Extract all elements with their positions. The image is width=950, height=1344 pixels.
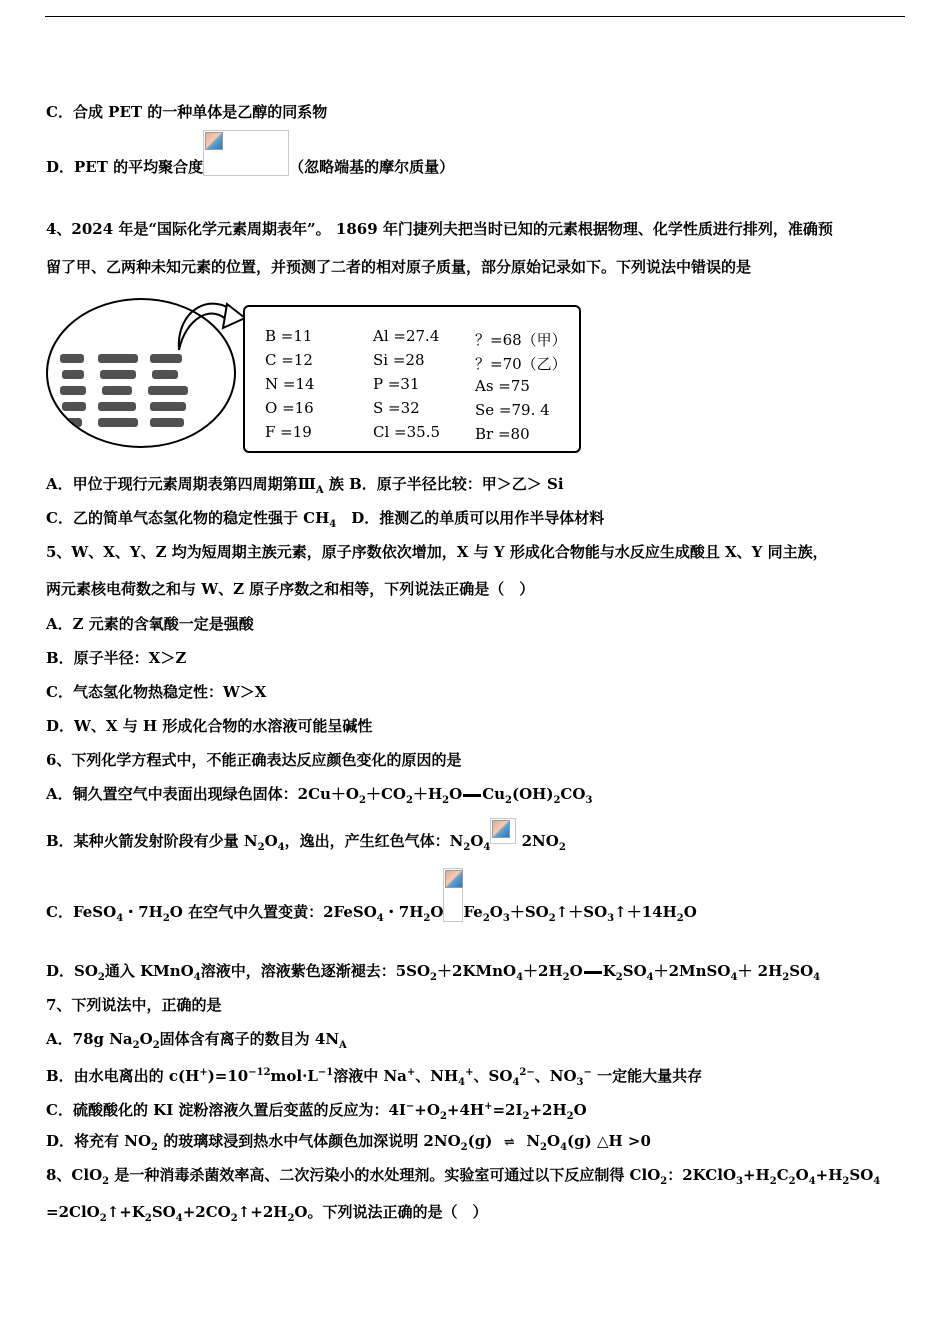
table-cell: S =32 — [373, 399, 420, 417]
q7-option-d: D．将充有 $NO_2$ 的玻璃球浸到热水中气体颜色加深说明 $2NO_2(g)$ ⇌ $N_2O_4(g)$ △H >0 — [46, 1132, 651, 1153]
broken-image-icon — [445, 870, 463, 888]
table-cell: F =19 — [265, 423, 312, 441]
q6-stem: 6、下列化学方程式中，不能正确表达反应颜色变化的原因的是 — [46, 751, 462, 769]
table-cell: Si =28 — [373, 351, 425, 369]
table-cell: Br =80 — [475, 425, 530, 443]
table-cell: B =11 — [265, 327, 313, 345]
reaction-arrow-placeholder — [490, 818, 516, 844]
q3-option-c: C．合成 PET 的一种单体是乙醇的同系物 — [46, 103, 328, 121]
broken-image-icon — [492, 820, 510, 838]
table-cell: P =31 — [373, 375, 420, 393]
q5-option-b: B．原子半径：X＞Z — [46, 649, 187, 667]
q5-option-a: A．Z 元素的含氧酸一定是强酸 — [46, 615, 254, 633]
q6-option-d: D．$SO_2$通入 KMnO$_4$溶液中，溶液紫色逐渐褪去：$5SO_2+2KMnO_4+2H_2O$ $K_2SO_4+2MnSO_4+ 2H_2SO_4$ — [46, 962, 821, 983]
q7-option-b: B．由水电离出的 $c(H^+)=10^{-12}mol\cdot L^{-1}$溶液中 Na+、$NH_4^+$、$SO_4^{2-}$、$NO_3^-$ 一定能大量共存 — [46, 1067, 703, 1088]
q8-stem-line2: $=2ClO_2↑+K_2SO_4+2CO_2↑+2H_2O$。下列说法正确的是（ ） — [46, 1203, 488, 1224]
table-cell: As =75 — [475, 377, 530, 395]
table-cell: O =16 — [265, 399, 314, 417]
q7-option-c: C．硫酸酸化的 KI 淀粉溶液久置后变蓝的反应为：$4I^-+O_2+4H^+=2I_2+2H_2O$ — [46, 1101, 587, 1122]
table-cell: Cl =35.5 — [373, 423, 441, 441]
table-cell: ？=68（甲） — [475, 331, 567, 349]
q5-stem-line1: 5、W、X、Y、Z 均为短周期主族元素，原子序数依次增加，X 与 Y 形成化合物能与水反应生成酸且 X、Y 同主族， — [46, 543, 828, 561]
periodic-record-figure — [46, 290, 586, 458]
q7-option-a: A．78g $Na_2O_2$固体含有离子的数目为 $4N_A$ — [46, 1030, 347, 1051]
curved-arrow-icon — [171, 290, 251, 360]
table-cell: Se =79. 4 — [475, 401, 550, 419]
q5-option-d: D．W、X 与 H 形成化合物的水溶液可能呈碱性 — [46, 717, 373, 735]
q6-option-b: B．某种火箭发射阶段有少量 $N_2O_4$，逸出，产生红色气体：$N_2O_4$ $2NO_2$ — [46, 832, 908, 857]
q4-options-ab: A．甲位于现行元素周期表第四周期第$Ⅲ_A$ 族 B．原子半径比较：甲＞乙＞ Si — [46, 475, 564, 496]
header-rule — [45, 16, 905, 17]
q3-option-d: D．PET 的平均聚合度 （忽略端基的摩尔质量） — [46, 158, 908, 176]
q5-option-c: C．气态氢化物热稳定性：W＞X — [46, 683, 267, 701]
table-cell: ？=70（乙） — [475, 355, 567, 373]
table-cell: N =14 — [265, 375, 315, 393]
table-cell: Al =27.4 — [373, 327, 440, 345]
q4-stem-line1: 4、2024 年是“国际化学元素周期表年”。 1869 年门捷列夫把当时已知的元素根据物理、化学性质进行排列，准确预 — [46, 220, 833, 238]
record-table — [243, 305, 581, 453]
q5-stem-line2: 两元素核电荷数之和与 W、Z 原子序数之和相等，下列说法正确是（ ） — [46, 580, 535, 598]
q7-stem: 7、下列说法中，正确的是 — [46, 996, 222, 1014]
formula-image-placeholder — [203, 130, 289, 176]
q8-stem-line1: 8、ClO$_2$ 是一种消毒杀菌效率高、二次污染小的水处理剂。实验室可通过以下反应制得 ClO$_2$：$2KClO_3+H_2C_2O_4+H_2SO_4$ — [46, 1166, 881, 1187]
q4-options-cd: C．乙的简单气态氢化物的稳定性强于 $CH_4$ D．推测乙的单质可以用作半导体材料 — [46, 509, 605, 530]
broken-image-icon — [205, 132, 223, 150]
table-cell: C =12 — [265, 351, 313, 369]
q6-option-a: A．铜久置空气中表面出现绿色固体：$2Cu+O_2+CO_2+H_2O$ $Cu_2(OH)_2CO_3$ — [46, 785, 593, 806]
reaction-arrow-placeholder — [443, 868, 463, 922]
q4-stem-line2: 留了甲、乙两种未知元素的位置，并预测了二者的相对原子质量，部分原始记录如下。下列说法中错误的是 — [46, 258, 752, 276]
q6-option-c: C．FeSO$_4$・$7H_2O$ 在空气中久置变黄：2FeSO$_4$・$7H_2O$ $Fe_2O_3+SO_2↑+SO_3↑+14H_2O$ — [46, 903, 908, 928]
